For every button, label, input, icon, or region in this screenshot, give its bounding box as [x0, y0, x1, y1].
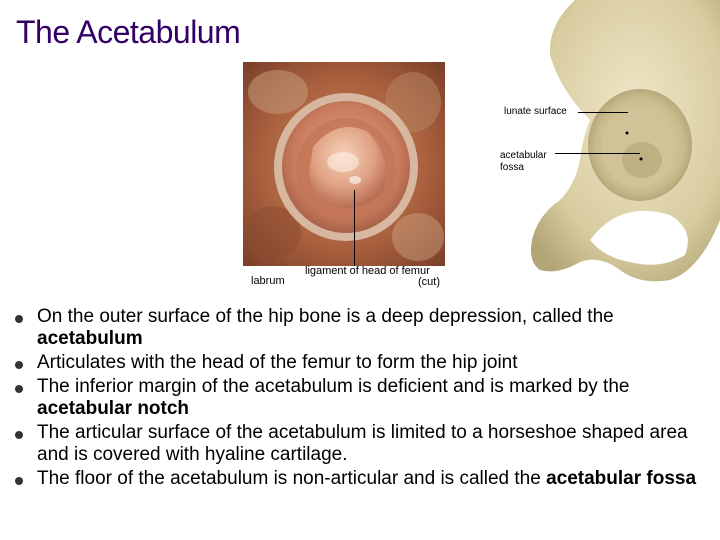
label-acetabular-fossa-line2: fossa [500, 162, 524, 173]
page-title: The Acetabulum [16, 14, 241, 50]
bullet-list [14, 306, 714, 492]
label-labrum: labrum [251, 275, 285, 287]
list-item: Articulates with the head of the femur to form the hip joint [14, 352, 714, 374]
bullet-icon [15, 431, 23, 439]
list-item: On the outer surface of the hip bone is a deep depression, called the acetabulum [14, 306, 714, 350]
list-item: The articular surface of the acetabulum is limited to a horseshoe shaped area and is covered with hyaline cartilage. [14, 422, 714, 466]
bullet-icon [15, 477, 23, 485]
label-cut: (cut) [418, 276, 440, 288]
ligament-leader-line [354, 190, 355, 266]
list-item: The floor of the acetabulum is non-articular and is called the acetabular fossa [14, 468, 714, 490]
lunate-leader-line [578, 112, 628, 113]
hip-bone-image [520, 0, 720, 290]
label-acetabular-fossa-line1: acetabular [500, 150, 547, 161]
fossa-leader-line [555, 153, 640, 154]
bullet-icon [15, 361, 23, 369]
label-ligament: ligament of head of femur [305, 265, 430, 277]
bullet-icon [15, 315, 23, 323]
label-lunate-surface: lunate surface [504, 106, 567, 117]
list-item: The inferior margin of the acetabulum is deficient and is marked by the acetabular notch [14, 376, 714, 420]
bullet-icon [15, 385, 23, 393]
acetabulum-dissection-photo [243, 62, 445, 266]
